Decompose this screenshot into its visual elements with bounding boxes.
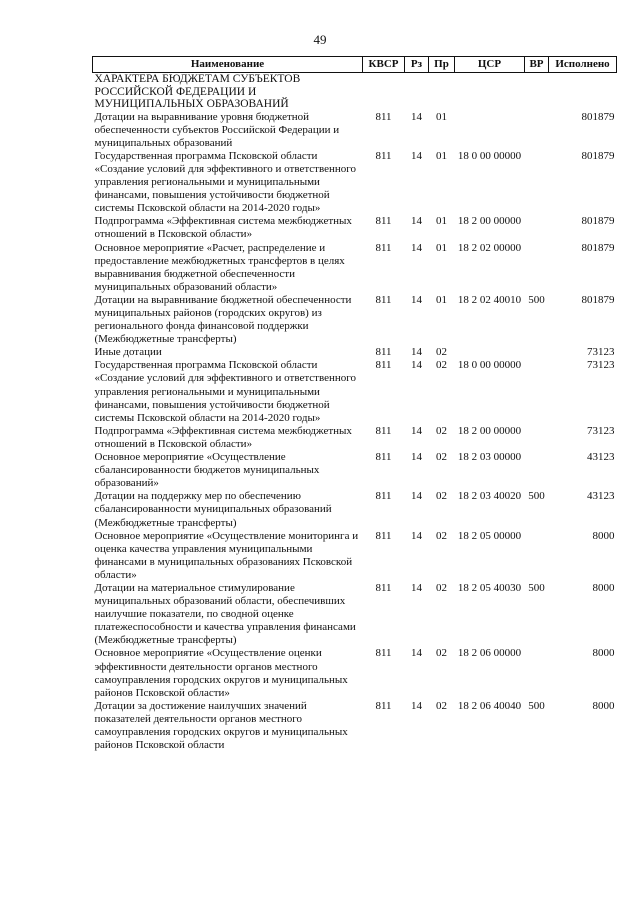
page-number: 49 bbox=[313, 32, 327, 47]
cell-csr: 18 2 06 00000 bbox=[457, 647, 522, 660]
table-row bbox=[93, 647, 617, 699]
cell-sum: 43123 bbox=[587, 490, 615, 503]
cell-rz: 14 bbox=[411, 581, 422, 594]
header-vr: ВР bbox=[525, 57, 549, 73]
cell-vr: 500 bbox=[528, 490, 545, 503]
cell-pr: 02 bbox=[436, 346, 447, 359]
cell-csr bbox=[455, 111, 525, 150]
cell-name: Дотации за достижение наилучших значений показателей деятельности органов местного самоуправления городских округов и муниципальных районов Псковской области bbox=[94, 699, 348, 752]
cell-vr bbox=[525, 215, 549, 241]
cell-name: Дотации на поддержку мер по обеспечению сбалансированности муниципальных образований (Межбюджетные трансферты) bbox=[94, 490, 332, 529]
cell-pr: 01 bbox=[436, 293, 447, 306]
cell-sum: 801879 bbox=[581, 241, 615, 254]
cell-name: Государственная программа Псковской области «Создание условий для эффективного и ответственного управления региональными и муниципальными финансами, повышения устойчивости бюджетной системы Псковской области на 2014-2020 годы» bbox=[94, 359, 357, 424]
cell-name: Дотации на выравнивание бюджетной обеспеченности муниципальных районов (городских округов) из регионального фонда финансовой поддержки (Межбюджетные трансферты) bbox=[94, 293, 352, 346]
cell-pr: 01 bbox=[436, 241, 447, 254]
table-row bbox=[93, 346, 617, 359]
cell-name: Иные дотации bbox=[94, 346, 162, 359]
cell-rz: 14 bbox=[411, 241, 422, 254]
cell-name: Основное мероприятие «Осуществление мониторинга и оценка качества управления муниципальными финансами в муниципальных образованиях Псковской области» bbox=[94, 529, 359, 581]
cell-kvsr: 811 bbox=[375, 451, 392, 464]
cell-vr bbox=[525, 451, 549, 490]
cell-name: Основное мероприятие «Расчет, распределение и предоставление межбюджетных трансфертов в целях выравнивания бюджетной обеспеченности муниципальных образований области» bbox=[94, 241, 345, 293]
cell-rz: 14 bbox=[411, 647, 422, 660]
cell-pr: 02 bbox=[436, 699, 447, 712]
cell-csr: 18 2 05 00000 bbox=[457, 529, 522, 542]
cell-sum: 801879 bbox=[581, 110, 615, 123]
cell-sum: 73123 bbox=[587, 359, 615, 372]
cell-rz: 14 bbox=[411, 149, 422, 162]
cell-vr: 500 bbox=[528, 581, 545, 594]
cell-csr: 18 2 02 00000 bbox=[457, 241, 522, 254]
table-row bbox=[93, 700, 617, 752]
cell-kvsr: 811 bbox=[375, 149, 392, 162]
cell-sum: 801879 bbox=[581, 215, 615, 228]
cell-kvsr: 811 bbox=[375, 581, 392, 594]
cell-rz: 14 bbox=[411, 110, 422, 123]
cell-sum: 801879 bbox=[581, 293, 615, 306]
cell-rz: 14 bbox=[411, 529, 422, 542]
cell-csr: 18 0 00 00000 bbox=[457, 149, 522, 162]
cell-vr bbox=[525, 425, 549, 451]
cell-pr: 02 bbox=[436, 490, 447, 503]
cell-csr: 18 2 02 40010 bbox=[457, 293, 522, 306]
cell-pr: 02 bbox=[436, 359, 447, 372]
header-name: Наименование bbox=[93, 57, 363, 73]
cell-csr: 18 2 03 00000 bbox=[457, 451, 522, 464]
cell-sum: 73123 bbox=[587, 424, 615, 437]
cell-kvsr: 811 bbox=[375, 529, 392, 542]
cell-vr: 500 bbox=[528, 699, 545, 712]
cell-rz: 14 bbox=[411, 451, 422, 464]
cell-name: Государственная программа Псковской области «Создание условий для эффективного и ответственного управления региональными и муниципальными финансами, повышения устойчивости бюджетной системы Псковской области на 2014-2020 годы» bbox=[94, 149, 357, 215]
cell-kvsr: 811 bbox=[375, 215, 392, 228]
cell-rz: 14 bbox=[411, 359, 422, 372]
header-rz: Рз bbox=[405, 57, 429, 73]
cell-vr: 500 bbox=[528, 293, 545, 306]
cell-rz bbox=[405, 73, 429, 111]
cell-kvsr bbox=[363, 73, 405, 111]
table-row bbox=[93, 294, 617, 346]
header-sum: Исполнено bbox=[549, 57, 617, 73]
cell-name: Основное мероприятие «Осуществление сбалансированности бюджетов муниципальных образований» bbox=[94, 451, 320, 490]
cell-sum bbox=[549, 73, 617, 111]
cell-csr bbox=[455, 346, 525, 359]
cell-vr bbox=[525, 530, 549, 582]
cell-pr: 01 bbox=[436, 215, 447, 228]
cell-name: Подпрограмма «Эффективная система межбюджетных отношений в Псковской области» bbox=[94, 424, 352, 450]
cell-kvsr: 811 bbox=[375, 424, 392, 437]
table-row bbox=[93, 490, 617, 529]
header-pr: Пр bbox=[429, 57, 455, 73]
cell-kvsr: 811 bbox=[375, 346, 392, 359]
cell-csr: 18 2 03 40020 bbox=[457, 490, 522, 503]
cell-pr: 02 bbox=[436, 451, 447, 464]
table-row bbox=[93, 111, 617, 150]
cell-csr: 18 2 00 00000 bbox=[457, 215, 522, 228]
cell-kvsr: 811 bbox=[375, 110, 392, 123]
cell-pr bbox=[429, 73, 455, 111]
cell-kvsr: 811 bbox=[375, 647, 392, 660]
table-row-heading bbox=[93, 73, 617, 111]
cell-csr: 18 2 00 00000 bbox=[457, 424, 522, 437]
cell-vr bbox=[525, 150, 549, 215]
table-row bbox=[93, 530, 617, 582]
cell-pr: 02 bbox=[436, 581, 447, 594]
budget-table bbox=[92, 56, 617, 752]
cell-name: Подпрограмма «Эффективная система межбюджетных отношений в Псковской области» bbox=[94, 215, 352, 241]
cell-vr bbox=[525, 647, 549, 699]
cell-vr bbox=[525, 242, 549, 294]
cell-rz: 14 bbox=[411, 490, 422, 503]
header-kvsr: КВСР bbox=[363, 57, 405, 73]
cell-kvsr: 811 bbox=[375, 699, 392, 712]
cell-sum: 8000 bbox=[592, 581, 615, 594]
table-row bbox=[93, 425, 617, 451]
cell-sum: 73123 bbox=[587, 346, 615, 359]
cell-csr: 18 2 06 40040 bbox=[457, 699, 522, 712]
table-header-row bbox=[93, 57, 617, 73]
cell-kvsr: 811 bbox=[375, 241, 392, 254]
cell-rz: 14 bbox=[411, 293, 422, 306]
table-row bbox=[93, 582, 617, 647]
cell-kvsr: 811 bbox=[375, 293, 392, 306]
table-row bbox=[93, 451, 617, 490]
table-row bbox=[93, 150, 617, 215]
table-row bbox=[93, 242, 617, 294]
cell-kvsr: 811 bbox=[375, 490, 392, 503]
cell-rz: 14 bbox=[411, 424, 422, 437]
cell-rz: 14 bbox=[411, 699, 422, 712]
cell-vr bbox=[525, 111, 549, 150]
table-body bbox=[93, 73, 617, 753]
table-row bbox=[93, 359, 617, 424]
cell-csr: 18 2 05 40030 bbox=[457, 581, 522, 594]
cell-name: Дотации на выравнивание уровня бюджетной обеспеченности субъектов Российской Федерации и муниципальных образований bbox=[94, 110, 340, 149]
cell-pr: 01 bbox=[436, 149, 447, 162]
cell-vr bbox=[525, 359, 549, 424]
cell-name: Дотации на материальное стимулирование муниципальных образований области, обеспечивших наилучшие показатели, по сводной оценке платежеспособности и качества управления финансами (Межбюджетные трансферты) bbox=[94, 581, 356, 647]
cell-pr: 02 bbox=[436, 647, 447, 660]
cell-rz: 14 bbox=[411, 215, 422, 228]
header-csr: ЦСР bbox=[455, 57, 525, 73]
cell-sum: 8000 bbox=[592, 647, 615, 660]
cell-sum: 8000 bbox=[592, 699, 615, 712]
cell-name: ХАРАКТЕРА БЮДЖЕТАМ СУБЪЕКТОВ РОССИЙСКОЙ ФЕДЕРАЦИИ И МУНИЦИПАЛЬНЫХ ОБРАЗОВАНИЙ bbox=[94, 73, 301, 111]
cell-kvsr: 811 bbox=[375, 359, 392, 372]
cell-pr: 02 bbox=[436, 424, 447, 437]
cell-vr bbox=[525, 73, 549, 111]
cell-sum: 801879 bbox=[581, 149, 615, 162]
cell-csr: 18 0 00 00000 bbox=[457, 359, 522, 372]
cell-pr: 02 bbox=[436, 529, 447, 542]
cell-csr bbox=[455, 73, 525, 111]
table-row bbox=[93, 215, 617, 241]
cell-sum: 43123 bbox=[587, 451, 615, 464]
cell-rz: 14 bbox=[411, 346, 422, 359]
cell-sum: 8000 bbox=[592, 529, 615, 542]
cell-pr: 01 bbox=[436, 110, 447, 123]
cell-name: Основное мероприятие «Осуществление оценки эффективности деятельности органов местного самоуправления городских округов и муниципальных районов Псковской области» bbox=[94, 647, 348, 699]
cell-vr bbox=[525, 346, 549, 359]
